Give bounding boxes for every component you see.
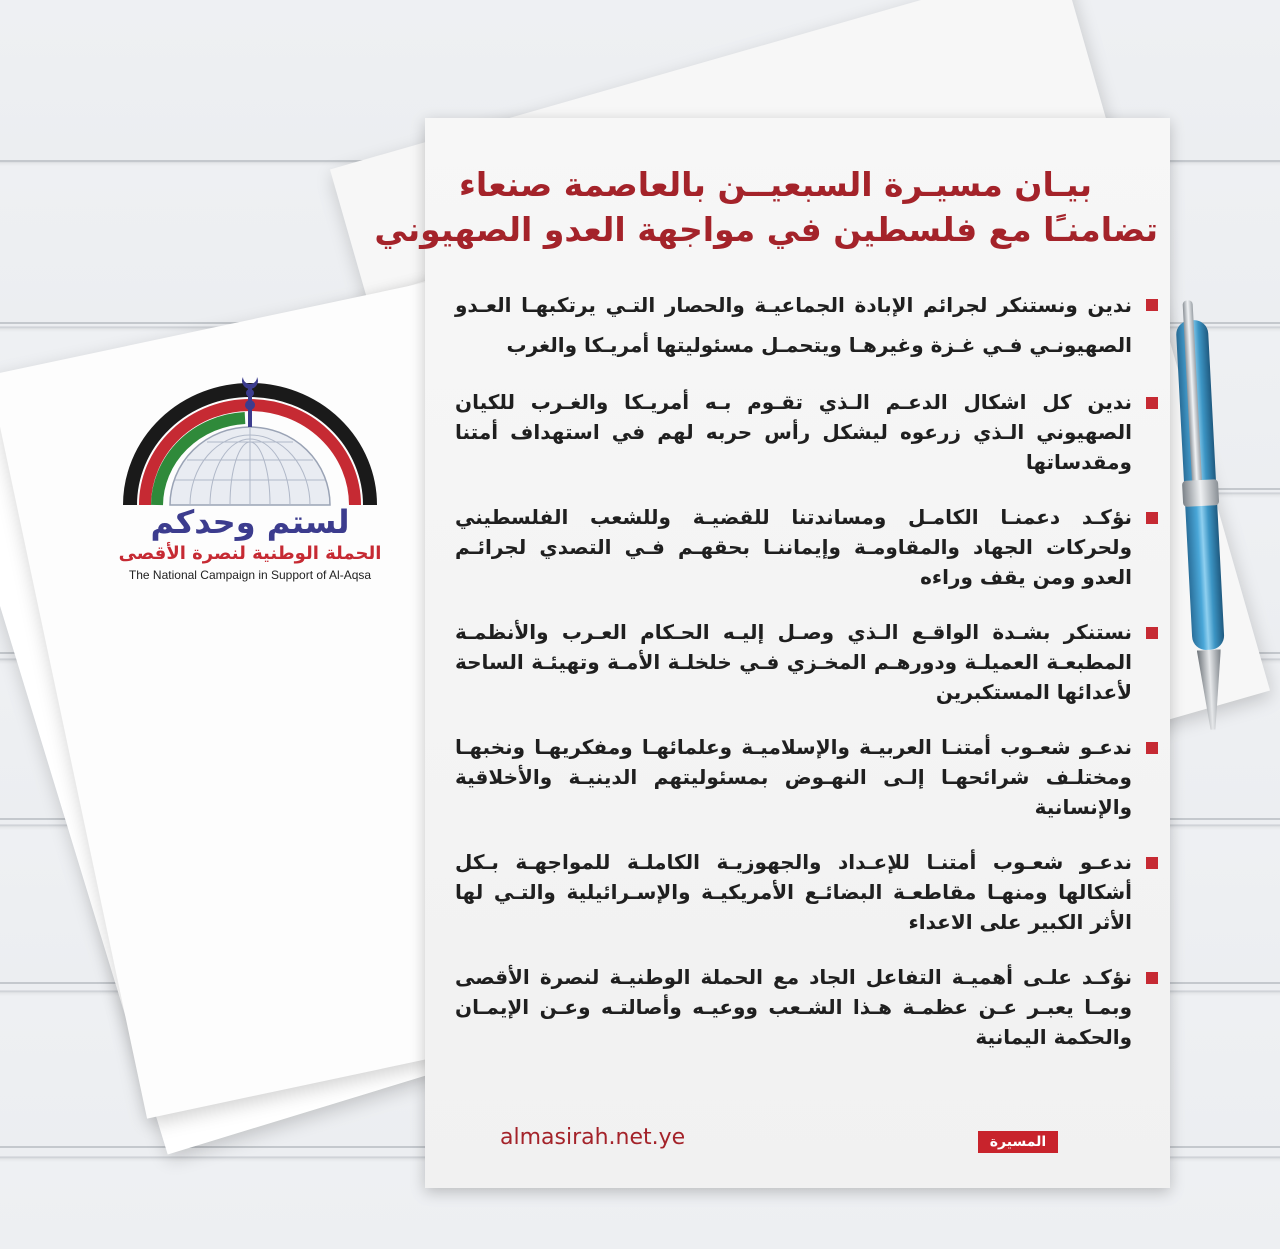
footer-url-link[interactable]: almasirah.net.ye bbox=[500, 1125, 686, 1150]
almasirah-logo: المسيرة bbox=[978, 1131, 1058, 1153]
statement-item-text: ندعـو شعـوب أمتنـا للإعـداد والجهوزيـة الكاملـة للمواجهـة بـكل أشكالها ومنهـا مقاطعـة البضائـع الأمريكيـة والإسـرائيلية والتـي لها الأثر الكبير على الاعداء bbox=[455, 850, 1132, 934]
statement-item-text: ندين ونستنكر لجرائم الإبادة الجماعيـة والحصار التـي يرتكبهـا العـدو الصهيونـي فـي غـزة وغيرهـا ويتحمـل مسئوليتها أمريـكا والغرب bbox=[455, 293, 1132, 357]
statement-item bbox=[455, 387, 1160, 477]
bullet-icon bbox=[1146, 972, 1158, 984]
statement-item bbox=[455, 617, 1160, 707]
bullet-icon bbox=[1146, 397, 1158, 409]
aqsa-dome-icon bbox=[95, 365, 405, 515]
statement-item-text: ندعـو شعـوب أمتنـا العربيـة والإسلاميـة وعلمائهـا ومفكريهـا ونخبهـا ومختلـف شرائحهـا إلـى النهـوض بمسئوليتهم الدينيـة والأخلاقية والإنسانية bbox=[455, 735, 1132, 819]
bullet-icon bbox=[1146, 627, 1158, 639]
statement-item bbox=[455, 847, 1160, 937]
bullet-icon bbox=[1146, 857, 1158, 869]
campaign-name-english: The National Campaign in Support of Al-Aqsa bbox=[128, 568, 372, 582]
bullet-icon bbox=[1146, 742, 1158, 754]
statement-list bbox=[455, 285, 1160, 1077]
campaign-name-arabic: الحملة الوطنية لنصرة الأقصى bbox=[118, 543, 382, 564]
statement-title-line2: تضامنـًا مع فلسطين في مواجهة العدو الصهيوني bbox=[374, 210, 1158, 249]
statement-title-line1: بيـان مسيـرة السبعيــن بالعاصمة صنعاء bbox=[459, 165, 1092, 204]
bullet-icon bbox=[1146, 512, 1158, 524]
statement-item bbox=[455, 962, 1160, 1052]
campaign-logo bbox=[95, 365, 405, 585]
statement-item-text: نؤكـد علـى أهميـة التفاعل الجاد مع الحملة الوطنيـة لنصرة الأقصى وبمـا يعبـر عـن عظمـة هـذا الشـعب ووعيـه وأصالتـه وعـن الإيمـان والحكمة اليمانية bbox=[455, 965, 1132, 1049]
statement-item bbox=[455, 502, 1160, 592]
statement-item-text: نؤكـد دعمنـا الكامـل ومساندتنا للقضيـة وللشعب الفلسطيني ولحركات الجهاد والمقاومـة وإيماننـا بحقهـم فـي التصدي لجرائـم العدو ومن يقف وراءه bbox=[455, 505, 1132, 589]
statement-item-text: نستنكر بشـدة الواقـع الـذي وصـل إليـه الحـكام العـرب والأنظمـة المطبعـة العميلـة ودورهـم المخـزي فـي خلخلـة الأمـة وتهيئـة الساحة لأعدائها المستكبرين bbox=[455, 620, 1132, 704]
statement-item bbox=[455, 285, 1160, 365]
statement-item-text: ندين كل اشكال الدعـم الـذي تقـوم بـه أمريـكا والغـرب للكيان الصهيوني الـذي زرعوه ليشكل رأس حربه لهم في استهداف أمتنا ومقدساتها bbox=[455, 390, 1132, 474]
campaign-slogan: لستم وحدكم bbox=[150, 503, 350, 541]
statement-item bbox=[455, 732, 1160, 822]
bullet-icon bbox=[1146, 299, 1158, 311]
